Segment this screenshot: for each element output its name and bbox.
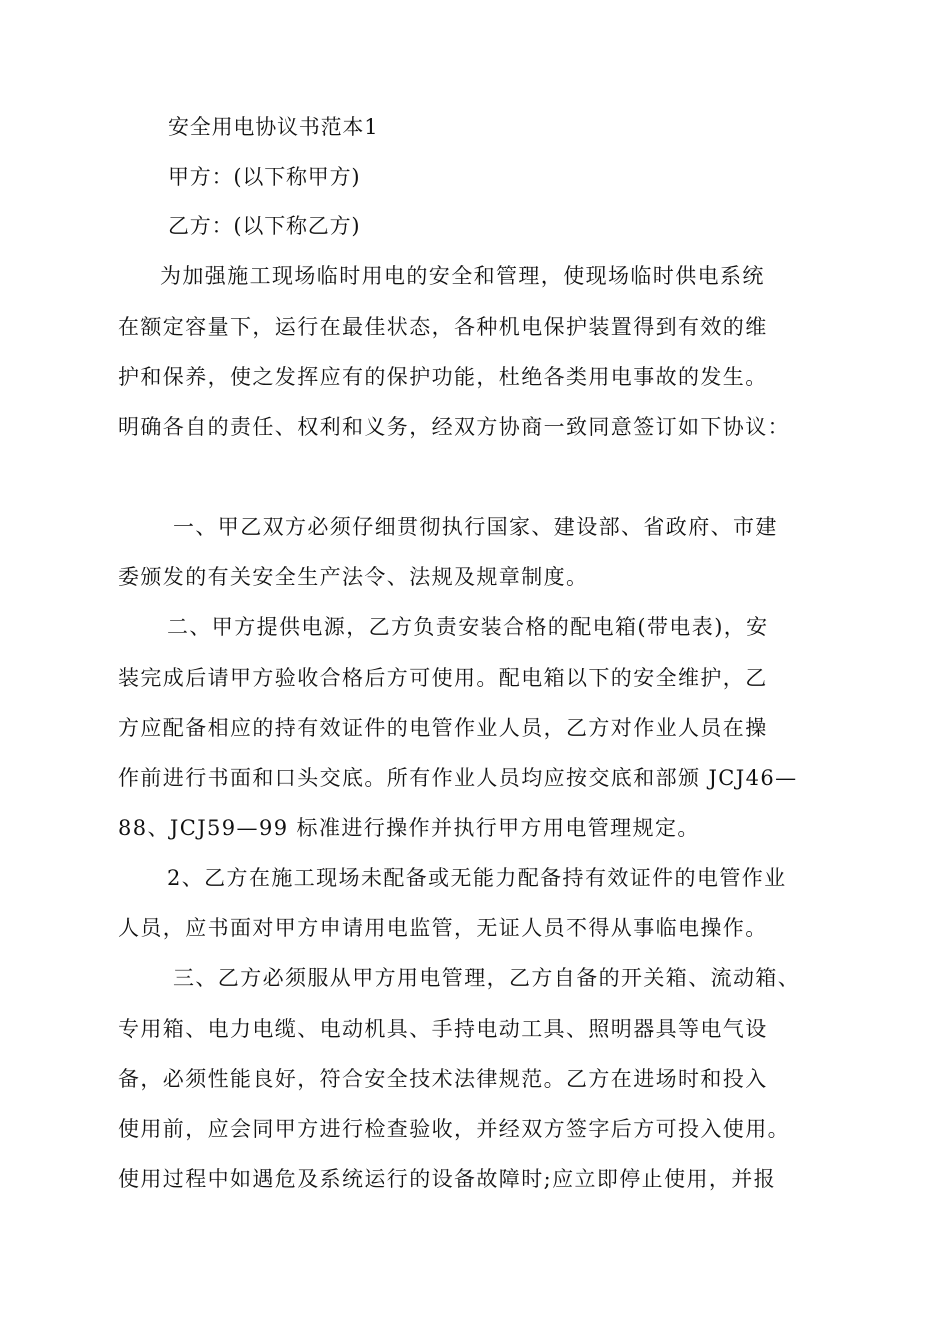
clause-2-2-line-1: 2、乙方在施工现场未配备或无能力配备持有效证件的电管作业 xyxy=(167,866,787,890)
intro-line-3: 护和保养，使之发挥应有的保护功能，杜绝各类用电事故的发生。 xyxy=(118,365,768,389)
clause-1-line-1: 一、甲乙双方必须仔细贯彻执行国家、建设部、省政府、市建 xyxy=(173,515,778,539)
clause-3-line-5: 使用过程中如遇危及系统运行的设备故障时;应立即停止使用，并报 xyxy=(118,1167,777,1191)
clause-3-line-2: 专用箱、电力电缆、电动机具、手持电动工具、照明器具等电气设 xyxy=(118,1017,768,1041)
intro-line-2: 在额定容量下，运行在最佳状态，各种机电保护装置得到有效的维 xyxy=(118,315,768,339)
intro-line-1: 为加强施工现场临时用电的安全和管理，使现场临时供电系统 xyxy=(160,264,765,288)
party-b-line: 乙方：(以下称乙方) xyxy=(168,214,361,238)
clause-3-line-4: 使用前，应会同甲方进行检查验收，并经双方签字后方可投入使用。 xyxy=(118,1117,790,1141)
clause-2-2-line-2: 人员，应书面对甲方申请用电监管，无证人员不得从事临电操作。 xyxy=(118,916,768,940)
clause-2-line-2: 装完成后请甲方验收合格后方可使用。配电箱以下的安全维护，乙 xyxy=(118,666,768,690)
clause-2-line-1: 二、甲方提供电源，乙方负责安装合格的配电箱(带电表)，安 xyxy=(167,615,769,639)
clause-2-line-3: 方应配备相应的持有效证件的电管作业人员，乙方对作业人员在操 xyxy=(118,716,768,740)
clause-2-line-4: 作前进行书面和口头交底。所有作业人员均应按交底和部颁 JCJ46— xyxy=(118,766,798,790)
intro-line-4: 明确各自的责任、权利和义务，经双方协商一致同意签订如下协议： xyxy=(118,415,790,439)
clause-1-line-2: 委颁发的有关安全生产法令、法规及规章制度。 xyxy=(118,565,589,589)
clause-3-line-3: 备，必须性能良好，符合安全技术法律规范。乙方在进场时和投入 xyxy=(118,1067,768,1091)
document-title: 安全用电协议书范本1 xyxy=(168,115,379,139)
party-a-line: 甲方：(以下称甲方) xyxy=(168,165,361,189)
clause-3-line-1: 三、乙方必须服从甲方用电管理，乙方自备的开关箱、流动箱、 xyxy=(173,966,801,990)
clause-2-line-5: 88、JCJ59—99 标准进行操作并执行甲方用电管理规定。 xyxy=(118,816,700,840)
